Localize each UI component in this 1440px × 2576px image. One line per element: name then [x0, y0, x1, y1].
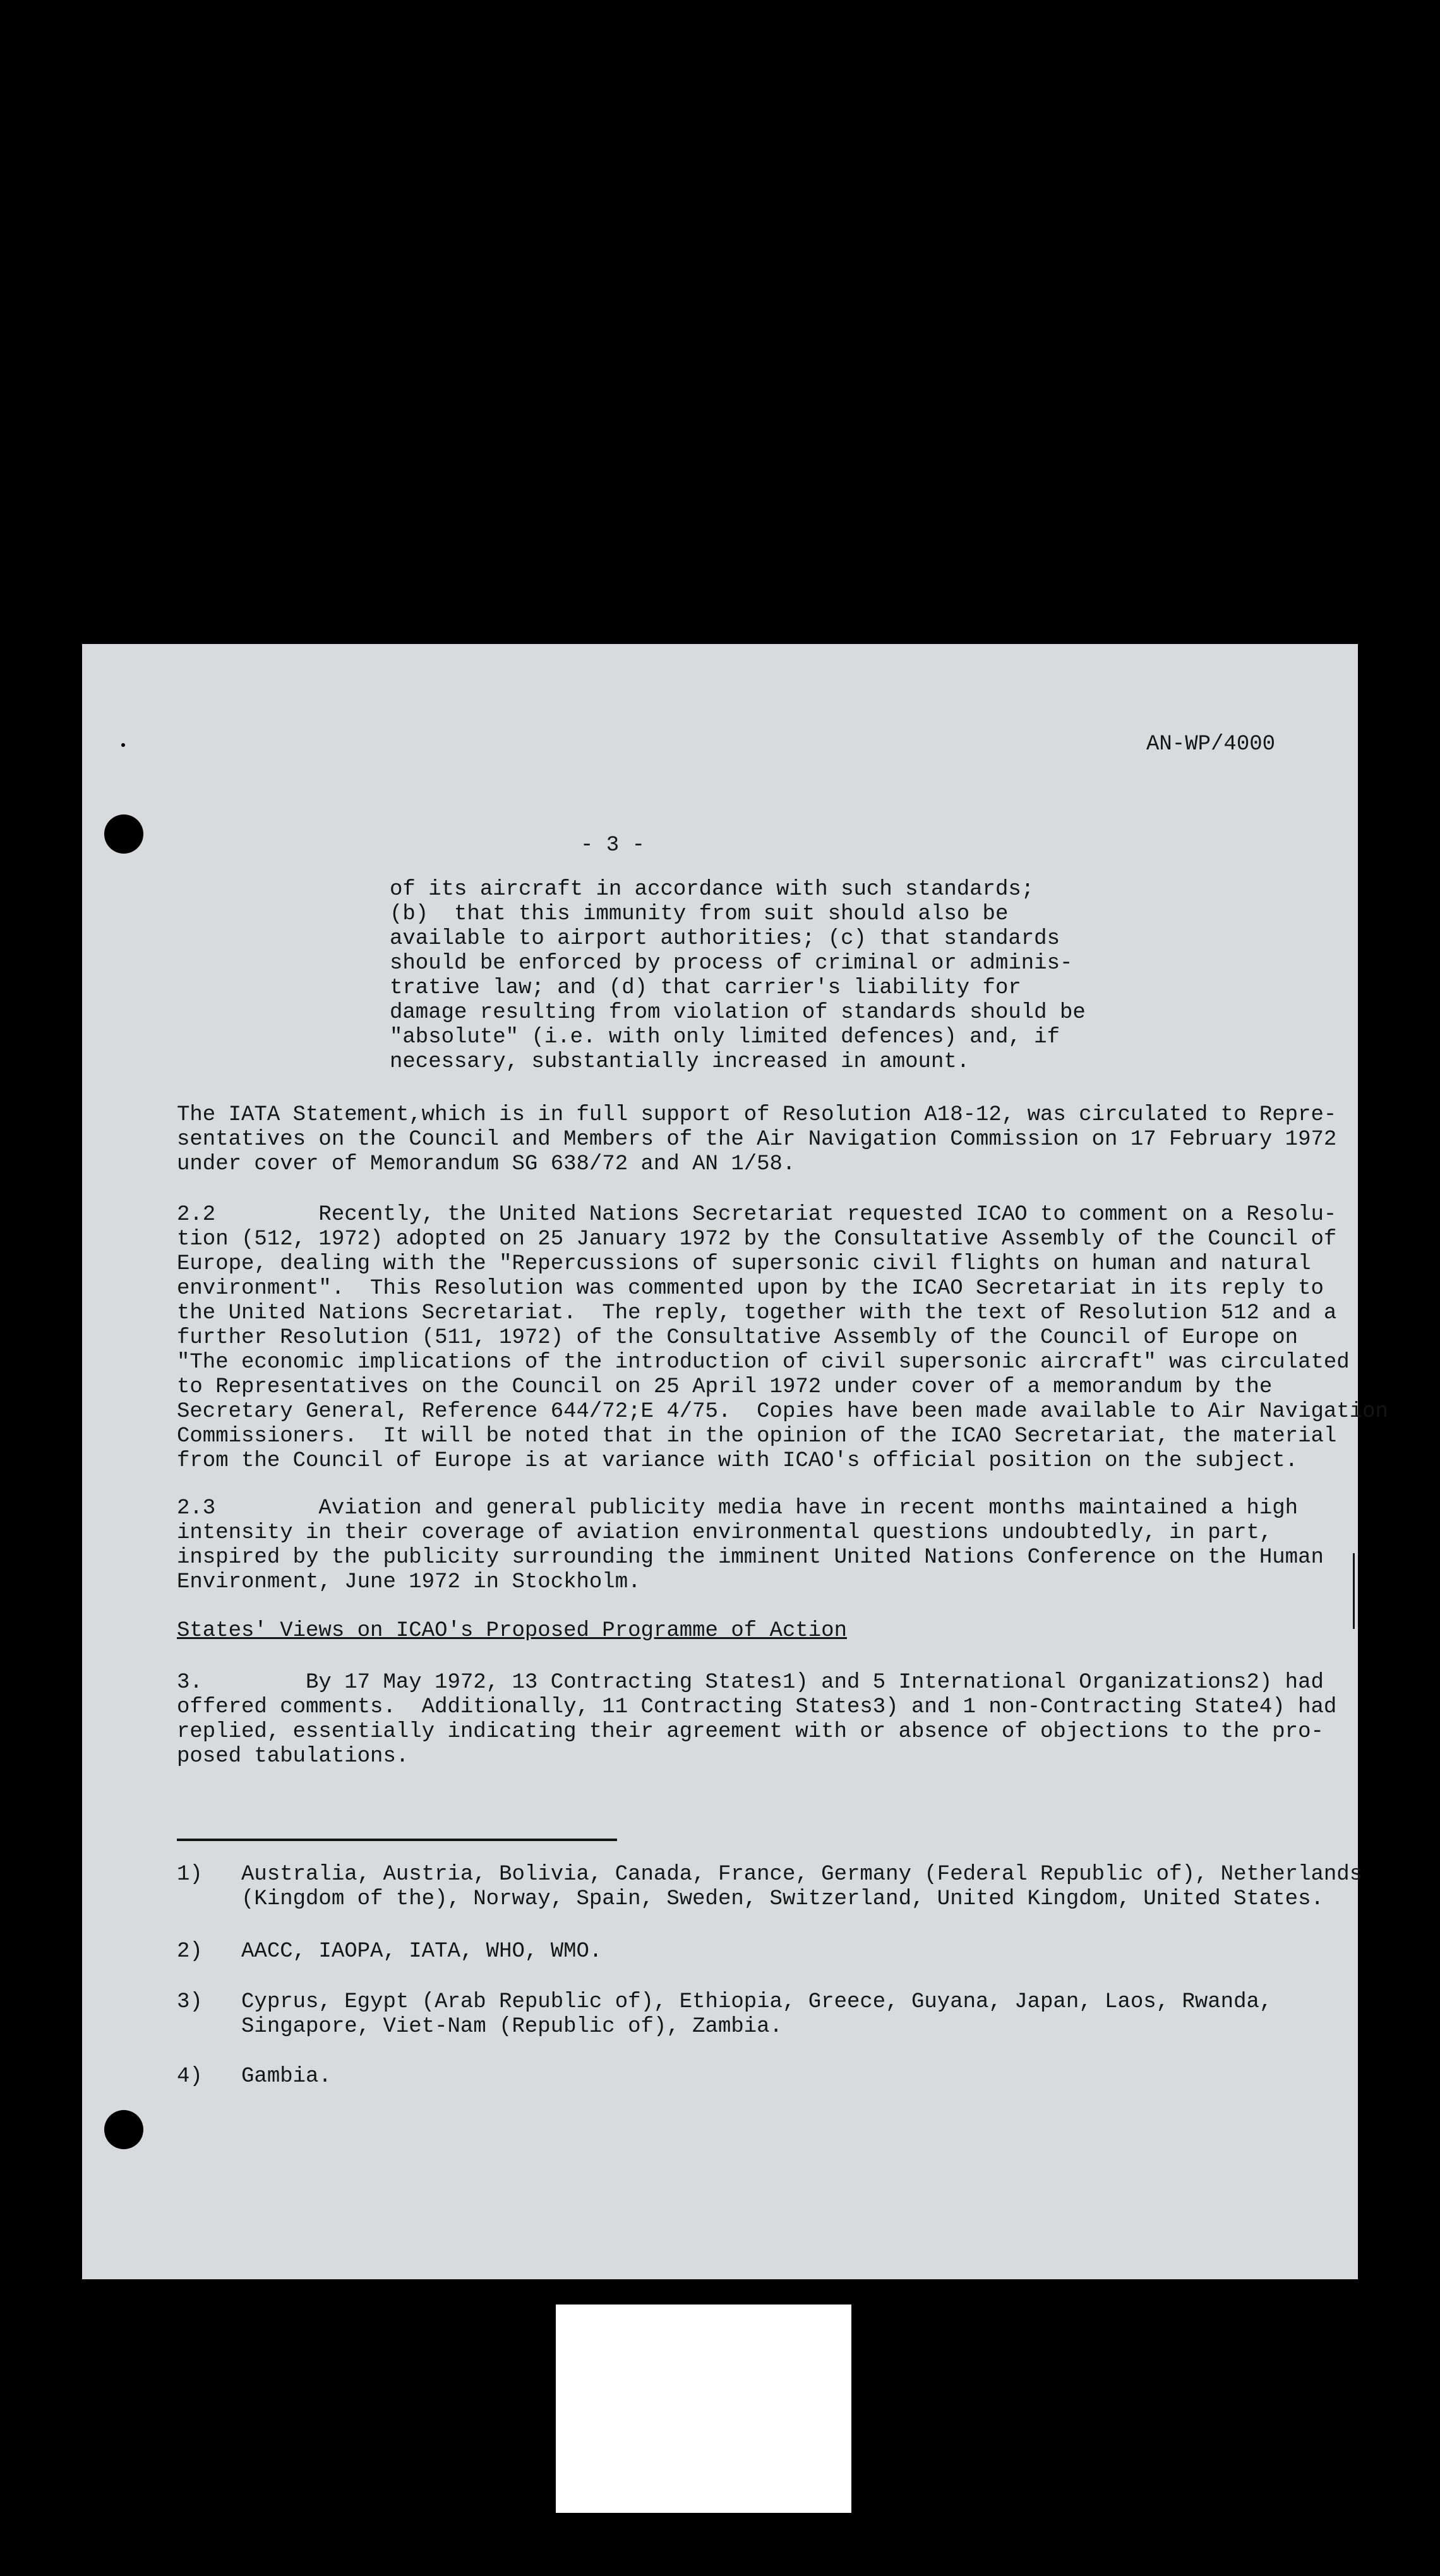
- paragraph-2-2: 2.2 Recently, the United Nations Secretariat requested ICAO to comment on a Resolu- tion (512, 1972) adopted on 25 January 1972 by the Consultative Assembly of the Council of Europe, dealing with the "Repercussions of supersonic civil flights on human and natural environment". This Resolution was commented upon by the ICAO Secretariat in its reply to the United Nations Secretariat. The reply, together with the text of Resolution 512 and a further Resolution (511, 1972) of the Consultative Assembly of the Council of Europe on "The economic implications of the introduction of civil supersonic aircraft" was circulated to Representatives on the Council on 25 April 1972 under cover of a memorandum by the Secretary General, Reference 644/72;E 4/75. Copies have been made available to Air Navigation Commissioners. It will be noted that in the opinion of the ICAO Secretariat, the material from the Council of Europe is at variance with ICAO's official position on the subject.: [177, 1203, 1388, 1473]
- punch-hole-bottom: [104, 2110, 143, 2149]
- footnote-4: 4) Gambia.: [177, 2065, 332, 2089]
- quoted-paragraph: of its aircraft in accordance with such standards; (b) that this immunity from suit should also be available to airport authorities; (c) that standards should be enforced by process of criminal or adminis- trative law; and (d) that carrier's liability for damage resulting from violation of standards should be "absolute" (i.e. with only limited defences) and, if necessary, substantially increased in amount.: [390, 878, 1086, 1074]
- footnote-2: 2) AACC, IAOPA, IATA, WHO, WMO.: [177, 1940, 603, 1964]
- blank-paper-slip: [556, 2305, 851, 2513]
- document-reference: AN-WP/4000: [1146, 732, 1276, 756]
- paragraph-2-3: 2.3 Aviation and general publicity media have in recent months maintained a high intensity in their coverage of aviation environmental questions undoubtedly, in part, inspired by the publicity surrounding the imminent United Nations Conference on the Human Environment, June 1972 in Stockholm.: [177, 1496, 1324, 1594]
- page-number: - 3 -: [580, 833, 645, 857]
- document-page: [82, 644, 1388, 2279]
- paragraph-iata-statement: The IATA Statement,which is in full support of Resolution A18-12, was circulated to Repre- sentatives on the Council and Members of the Air Navigation Commission on 17 February 1972 under cover of Memorandum SG 638/72 and AN 1/58.: [177, 1103, 1337, 1176]
- footnote-divider: [177, 1839, 617, 1841]
- footnote-3: 3) Cyprus, Egypt (Arab Republic of), Ethiopia, Greece, Guyana, Japan, Laos, Rwanda, Singapore, Viet-Nam (Republic of), Zambia.: [177, 1990, 1273, 2039]
- margin-mark: [1353, 1553, 1355, 1629]
- section-heading: States' Views on ICAO's Proposed Programme of Action: [177, 1619, 847, 1643]
- footnote-1: 1) Australia, Austria, Bolivia, Canada, France, Germany (Federal Republic of), Netherlands (Kingdom of the), Norway, Spain, Sweden, Switzerland, United Kingdom, United States.: [177, 1863, 1363, 1911]
- page-speck: [121, 743, 125, 747]
- paragraph-3: 3. By 17 May 1972, 13 Contracting States1) and 5 International Organizations2) had offered comments. Additionally, 11 Contracting States3) and 1 non-Contracting State4) had replied, essentially indicating their agreement with or absence of objections to the pro- posed tabulations.: [177, 1671, 1337, 1768]
